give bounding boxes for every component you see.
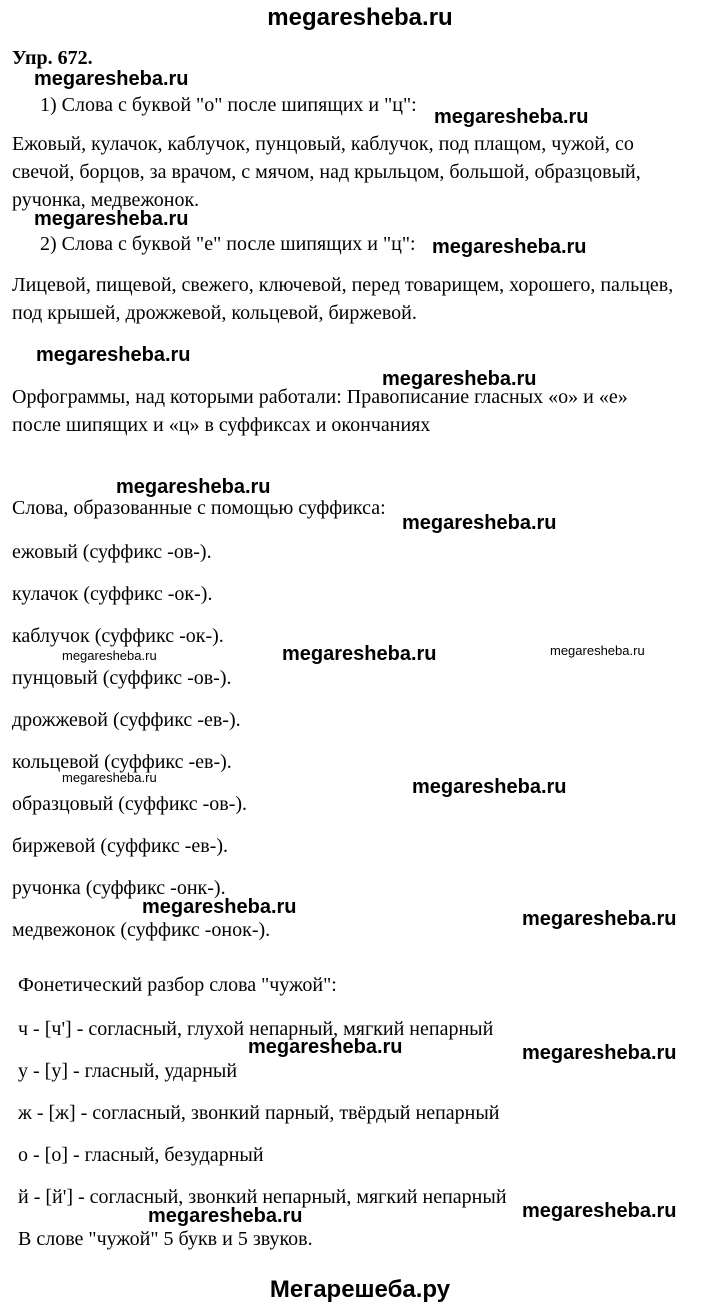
- section1-line-1: Ежовый, кулачок, каблучок, пунцовый, каблучок, под плащом, чужой, со: [12, 133, 634, 155]
- watermark: megaresheba.ru: [34, 68, 189, 90]
- watermark: megaresheba.ru: [62, 648, 157, 663]
- phonetic-heading: Фонетический разбор слова "чужой":: [18, 974, 337, 996]
- exercise-title: Упр. 672.: [12, 47, 93, 69]
- orthograms-line-1: Орфограммы, над которыми работали: Правописание гласных «о» и «е»: [12, 386, 628, 408]
- section1-line-2: свечой, борцов, за врачом, с мячом, над крыльцом, большой, образцовый,: [12, 161, 641, 183]
- watermark: megaresheba.ru: [34, 208, 189, 230]
- section1-heading: 1) Слова с буквой "о" после шипящих и "ц":: [40, 94, 417, 116]
- section1-line-3: ручонка, медвежонок.: [12, 189, 200, 211]
- suffix-item: каблучок (суффикс -ок-).: [12, 625, 224, 647]
- watermark: megaresheba.ru: [382, 368, 537, 390]
- watermark: megaresheba.ru: [142, 896, 297, 918]
- phonetic-summary: В слове "чужой" 5 букв и 5 звуков.: [18, 1228, 313, 1250]
- suffix-item: пунцовый (суффикс -ов-).: [12, 667, 232, 689]
- watermark: megaresheba.ru: [116, 476, 271, 498]
- section2-line-1: Лицевой, пищевой, свежего, ключевой, перед товарищем, хорошего, пальцев,: [12, 274, 674, 296]
- page-header: megaresheba.ru: [267, 4, 453, 31]
- suffix-heading: Слова, образованные с помощью суффикса:: [12, 497, 386, 519]
- suffix-item: кольцевой (суффикс -ев-).: [12, 751, 232, 773]
- watermark: megaresheba.ru: [282, 643, 437, 665]
- watermark: megaresheba.ru: [62, 770, 157, 785]
- phonetic-row: ж - [ж] - согласный, звонкий парный, твёрдый непарный: [18, 1102, 500, 1124]
- phonetic-row: й - [й'] - согласный, звонкий непарный, мягкий непарный: [18, 1186, 507, 1208]
- phonetic-row: о - [о] - гласный, безударный: [18, 1144, 264, 1166]
- watermark: megaresheba.ru: [412, 776, 567, 798]
- watermark: megaresheba.ru: [550, 643, 645, 658]
- section2-line-2: под крышей, дрожжевой, кольцевой, биржевой.: [12, 302, 417, 324]
- suffix-item: ручонка (суффикс -онк-).: [12, 877, 226, 899]
- watermark: megaresheba.ru: [432, 236, 587, 258]
- watermark: megaresheba.ru: [434, 106, 589, 128]
- suffix-item: ежовый (суффикс -ов-).: [12, 541, 212, 563]
- phonetic-row: у - [у] - гласный, ударный: [18, 1060, 238, 1082]
- watermark: megaresheba.ru: [148, 1205, 303, 1227]
- watermark: megaresheba.ru: [248, 1036, 403, 1058]
- suffix-item: медвежонок (суффикс -онок-).: [12, 919, 271, 941]
- watermark: megaresheba.ru: [522, 1042, 677, 1064]
- orthograms-line-2: после шипящих и «ц» в суффиксах и окончаниях: [12, 414, 431, 436]
- suffix-item: дрожжевой (суффикс -ев-).: [12, 709, 241, 731]
- phonetic-row: ч - [ч'] - согласный, глухой непарный, мягкий непарный: [18, 1018, 494, 1040]
- watermark: megaresheba.ru: [522, 908, 677, 930]
- section2-heading: 2) Слова с буквой "е" после шипящих и "ц":: [40, 233, 416, 255]
- suffix-item: биржевой (суффикс -ев-).: [12, 835, 228, 857]
- suffix-item: кулачок (суффикс -ок-).: [12, 583, 213, 605]
- watermark: megaresheba.ru: [402, 512, 557, 534]
- watermark: megaresheba.ru: [522, 1200, 677, 1222]
- suffix-item: образцовый (суффикс -ов-).: [12, 793, 248, 815]
- watermark: megaresheba.ru: [36, 344, 191, 366]
- page-footer: Мегарешеба.ру: [269, 1276, 451, 1303]
